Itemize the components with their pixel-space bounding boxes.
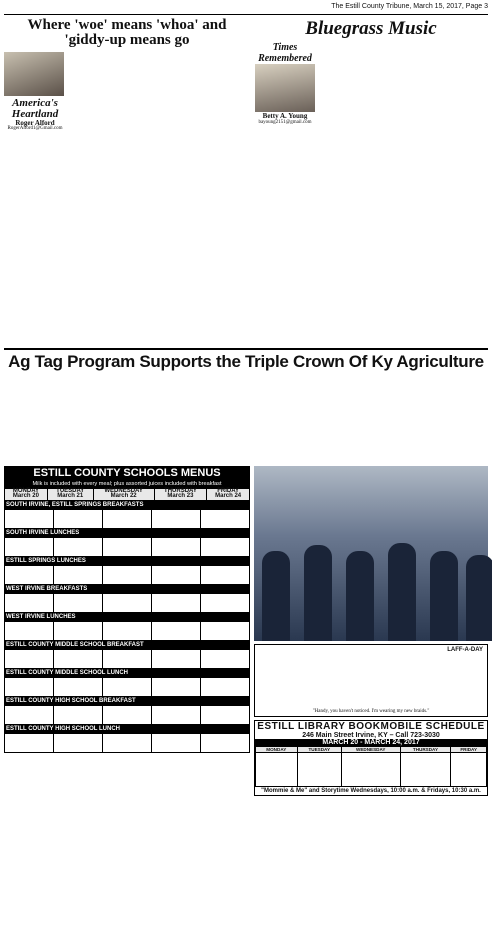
menu-cell — [152, 509, 201, 528]
menu-section-table — [4, 565, 250, 585]
menu-cell — [5, 677, 54, 696]
comic-label: LAFF-A-DAY — [447, 647, 483, 653]
menu-cell — [201, 649, 250, 668]
menu-cell — [201, 621, 250, 640]
person-figure — [304, 545, 332, 641]
author-email: RogerAlford1@Gmail.com — [7, 126, 63, 132]
menu-section-table — [4, 509, 250, 529]
bm-day: WEDNESDAY — [341, 747, 400, 753]
comic-cartoon — [254, 644, 488, 717]
menu-cell — [54, 509, 103, 528]
person-figure — [430, 551, 458, 641]
byline-box-right — [254, 42, 316, 342]
article-body-right — [320, 42, 488, 342]
column-title-right: Times Remembered — [258, 42, 312, 64]
menu-section-title: ESTILL COUNTY MIDDLE SCHOOL LUNCH — [4, 669, 250, 677]
menu-cell — [152, 593, 201, 612]
column-title: America's Heartland — [11, 97, 59, 120]
menu-cell — [5, 565, 54, 584]
menu-section-title: ESTILL COUNTY HIGH SCHOOL LUNCH — [4, 725, 250, 733]
bookmobile-dates: MARCH 20 - MARCH 24, 2017 — [255, 739, 487, 746]
person-figure — [466, 555, 492, 641]
menu-cell — [103, 565, 152, 584]
menu-cell — [5, 593, 54, 612]
person-figure — [346, 551, 374, 641]
bm-stop — [297, 753, 341, 787]
menu-section-table — [4, 705, 250, 725]
headline-right: Bluegrass Music — [305, 18, 437, 39]
article-right — [254, 42, 488, 342]
menu-cell — [103, 537, 152, 556]
menu-cell — [54, 733, 103, 752]
menu-section-table — [4, 677, 250, 697]
right-bottom — [254, 466, 488, 796]
article-left — [4, 52, 250, 352]
menu-cell — [103, 677, 152, 696]
menu-section-title: WEST IRVINE LUNCHES — [4, 613, 250, 621]
author-photo — [4, 52, 64, 96]
menu-cell — [201, 509, 250, 528]
author-email-right: bayoung2151@gmail.com — [258, 120, 312, 125]
menu-section-table — [4, 621, 250, 641]
person-figure — [388, 543, 416, 641]
menu-section-table — [4, 593, 250, 613]
bm-day: MONDAY — [256, 747, 298, 753]
bm-day: TUESDAY — [297, 747, 341, 753]
menu-cell — [5, 537, 54, 556]
menu-title: ESTILL COUNTY SCHOOLS MENUS — [4, 466, 250, 480]
bookmobile-footer: "Mommie & Me" and Storytime Wednesdays, 10:00 a.m. & Fridays, 10:30 a.m. — [261, 788, 481, 795]
menu-days-table — [4, 488, 250, 501]
day-header: THURSDAY March 23 — [154, 489, 207, 501]
menu-cell — [201, 565, 250, 584]
menu-cell — [103, 649, 152, 668]
bottom-section — [4, 466, 488, 796]
menu-cell — [5, 705, 54, 724]
menu-cell — [54, 649, 103, 668]
school-menu — [4, 466, 250, 796]
menu-cell — [5, 733, 54, 752]
day-header: TUESDAY March 21 — [47, 489, 93, 501]
author-photo-right — [255, 64, 315, 112]
menu-cell — [54, 593, 103, 612]
author-name: Roger Alford — [15, 119, 55, 127]
menu-subtitle: Milk is included with every meal; plus assorted juices included with breakfast — [4, 480, 250, 488]
top-section — [4, 18, 488, 346]
menu-cell — [54, 565, 103, 584]
day-header: WEDNESDAY March 22 — [93, 489, 154, 501]
ag-article-body — [4, 375, 488, 463]
menu-section-title: ESTILL COUNTY HIGH SCHOOL BREAKFAST — [4, 697, 250, 705]
menu-cell — [201, 537, 250, 556]
menu-section-title: ESTILL SPRINGS LUNCHES — [4, 557, 250, 565]
menu-cell — [103, 593, 152, 612]
bookmobile-schedule — [254, 720, 488, 796]
menu-section-title: SOUTH IRVINE LUNCHES — [4, 529, 250, 537]
menu-cell — [152, 621, 201, 640]
bm-day: FRIDAY — [451, 747, 487, 753]
menu-cell — [54, 537, 103, 556]
menu-section-table — [4, 733, 250, 753]
ag-headline: Ag Tag Program Supports the Triple Crown Of Ky Agriculture — [4, 348, 488, 372]
bm-stop — [451, 753, 487, 787]
headline-left: Where 'woe' means 'whoa' and 'giddy-up means go — [27, 17, 227, 48]
author-name-right: Betty A. Young — [262, 112, 308, 120]
bookmobile-table — [255, 746, 487, 787]
menu-cell — [5, 649, 54, 668]
bookmobile-title: ESTILL LIBRARY BOOKMOBILE SCHEDULE — [257, 721, 485, 732]
day-header: MONDAY March 20 — [5, 489, 48, 501]
menu-cell — [103, 509, 152, 528]
menu-cell — [201, 593, 250, 612]
article-body-left — [70, 52, 250, 352]
menu-section-title: SOUTH IRVINE, ESTILL SPRINGS BREAKFASTS — [4, 501, 250, 509]
menu-cell — [54, 621, 103, 640]
menu-section-table — [4, 537, 250, 557]
menu-cell — [103, 733, 152, 752]
bookmobile-address: 246 Main Street Irvine, KY – Call 723-3030 — [302, 732, 440, 739]
menu-cell — [152, 565, 201, 584]
menu-cell — [152, 537, 201, 556]
page-header: The Estill County Tribune, March 15, 2017, Page 3 — [4, 3, 488, 15]
menu-sections — [4, 501, 250, 753]
menu-section-title: WEST IRVINE BREAKFASTS — [4, 585, 250, 593]
bm-stop — [256, 753, 298, 787]
bm-stop — [341, 753, 400, 787]
menu-cell — [5, 509, 54, 528]
bm-day: THURSDAY — [400, 747, 451, 753]
menu-cell — [201, 705, 250, 724]
comic-caption: "Handy, you haven't noticed. I'm wearing my new braids." — [312, 709, 430, 714]
menu-cell — [5, 621, 54, 640]
menu-cell — [152, 677, 201, 696]
menu-cell — [103, 621, 152, 640]
menu-cell — [201, 677, 250, 696]
bm-stop — [400, 753, 451, 787]
menu-cell — [54, 705, 103, 724]
person-figure — [262, 551, 290, 641]
column-left — [4, 18, 250, 346]
menu-cell — [103, 705, 152, 724]
column-right — [254, 18, 488, 346]
menu-cell — [54, 677, 103, 696]
menu-section-table — [4, 649, 250, 669]
menu-cell — [152, 733, 201, 752]
menu-cell — [201, 733, 250, 752]
day-header: FRIDAY March 24 — [207, 489, 250, 501]
ffa-photo — [254, 466, 488, 641]
menu-cell — [152, 649, 201, 668]
byline-box — [4, 52, 66, 352]
menu-section-title: ESTILL COUNTY MIDDLE SCHOOL BREAKFAST — [4, 641, 250, 649]
menu-cell — [152, 705, 201, 724]
